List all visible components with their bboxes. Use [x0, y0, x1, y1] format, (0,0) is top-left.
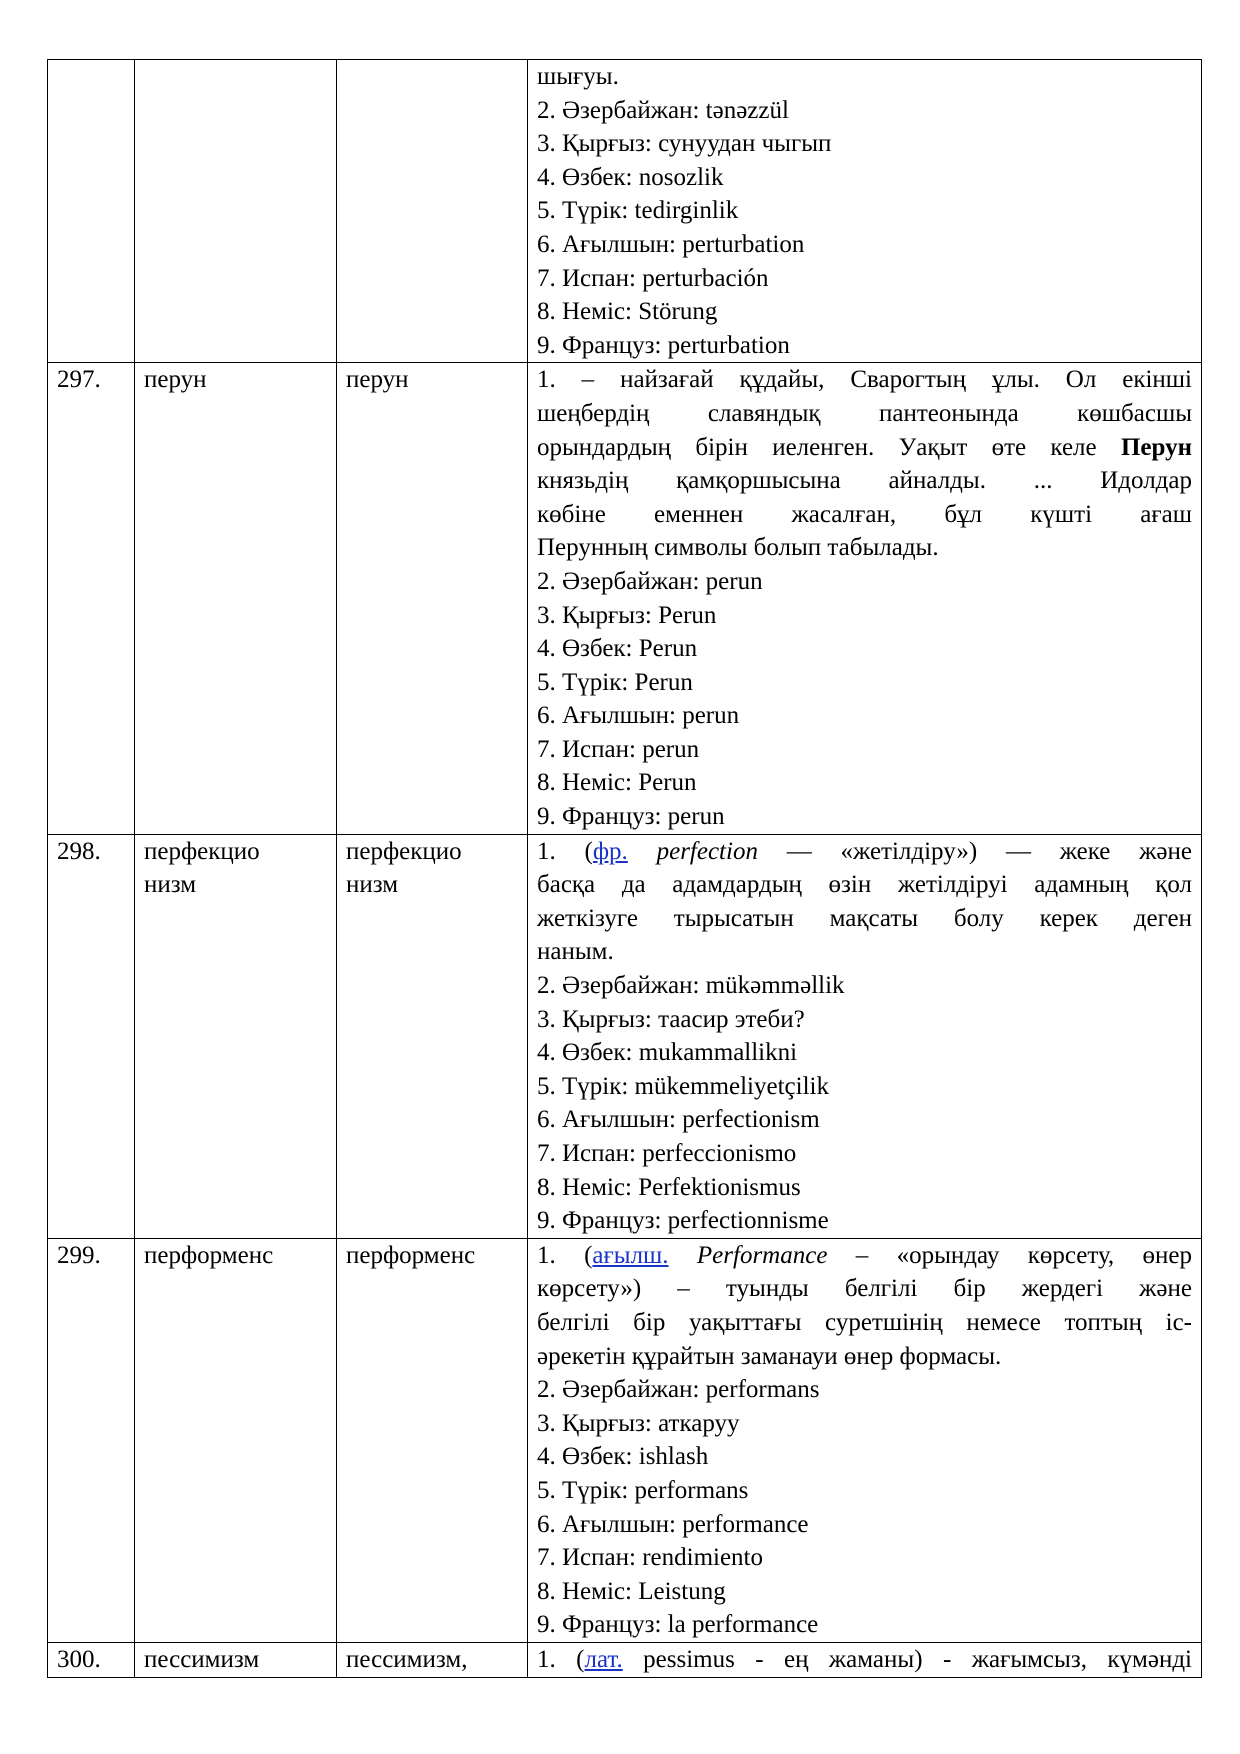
definition-text: – «орындау көрсету, өнер [827, 1241, 1193, 1269]
definition-line [537, 835, 1192, 869]
table-row [48, 363, 1202, 834]
translation-line: 7. Испан: perfeccionismo [537, 1140, 797, 1167]
definition-line: шеңбердің славяндық пантеонында көшбасшы [537, 399, 1192, 427]
term-translation-cell: перформенс [337, 1238, 528, 1642]
entry-number: 300. [48, 1642, 135, 1677]
term-cell [135, 834, 337, 1238]
definition-text [628, 838, 657, 865]
definition-line: басқа да адамдардың өзін жетілдіруі адамның қол [537, 871, 1192, 899]
translation-line: 9. Француз: perfectionnisme [537, 1207, 829, 1235]
italic-term: perfection [656, 837, 758, 865]
definition-text: орындардың бірін иеленген. Уақыт өте келе [537, 433, 1121, 461]
entry-number [48, 60, 135, 363]
definition-line: әрекетін құрайтын заманауи өнер формасы. [537, 1342, 1002, 1370]
translation-line: 6. Ағылшын: perfectionism [537, 1106, 820, 1134]
definition-cell [528, 363, 1202, 834]
translation-line: 3. Қырғыз: таасир этеби? [537, 1005, 805, 1033]
entry-number: 297. [48, 363, 135, 834]
translation-line: 2. Әзербайжан: tənəzzül [537, 96, 789, 124]
term-part: перфекцио [144, 837, 260, 865]
translation-line: 4. Өзбек: ishlash [537, 1443, 709, 1471]
translation-line: 7. Испан: perturbación [537, 264, 769, 292]
entry-number: 299. [48, 1238, 135, 1642]
term-cell [135, 60, 337, 363]
translation-line: 5. Түрік: tedirginlik [537, 197, 739, 225]
translation-line: 3. Қырғыз: аткаруу [537, 1409, 740, 1437]
translation-line: 9. Француз: la performance [537, 1611, 819, 1639]
definition-line [537, 431, 1192, 465]
definition-line: князьдің қамқоршысына айналды. ... Идолдар [537, 467, 1192, 495]
definition-line: 1. – найзағай құдайы, Сварогтың ұлы. Ол екінші [537, 366, 1192, 394]
translation-line: 4. Өзбек: Perun [537, 635, 698, 663]
definition-text: pessimus - ең жаманы) - жағымсыз, күмәнді [622, 1645, 1192, 1673]
term-translation-cell: перун [337, 363, 528, 834]
translation-line: 4. Өзбек: nosozlik [537, 163, 724, 191]
translation-line: 5. Түрік: mükemmeliyetçilik [537, 1072, 829, 1100]
term-translation-cell [337, 834, 528, 1238]
definition-text: 1. ( [537, 1645, 585, 1673]
definition-line: наным. [537, 938, 614, 966]
translation-line: 5. Түрік: performans [537, 1476, 749, 1504]
translation-line: 5. Түрік: Perun [537, 668, 693, 696]
translation-line: 8. Неміс: Perfektionismus [537, 1173, 801, 1201]
language-link[interactable]: ағылш. [592, 1241, 669, 1269]
definition-line [537, 1643, 1192, 1677]
translation-line: 6. Ағылшын: performance [537, 1510, 809, 1538]
translation-line: 2. Әзербайжан: performans [537, 1376, 820, 1404]
definition-line: белгілі бір уақыттағы суретшінің немесе топтың іс- [537, 1308, 1192, 1336]
translation-line: 8. Неміс: Störung [537, 298, 718, 326]
definition-line: Перунның символы болып табылады. [537, 534, 939, 562]
term-part: низм [346, 871, 399, 899]
definition-cell [528, 1238, 1202, 1642]
definition-cell [528, 1642, 1202, 1677]
definition-line: жеткізуге тырысатын мақсаты болу керек деген [537, 904, 1192, 932]
definition-line [537, 1239, 1192, 1273]
term-cell: пессимизм [135, 1642, 337, 1677]
definition-text: — «жетілдіру») — жеке және [757, 837, 1192, 865]
table-row [48, 1642, 1202, 1677]
term-part: низм [144, 871, 197, 899]
bold-term: Перун [1120, 433, 1192, 461]
translation-line: 4. Өзбек: mukammallikni [537, 1039, 798, 1067]
translation-line: 3. Қырғыз: сунуудан чыгып [537, 130, 832, 158]
translation-line: 3. Қырғыз: Perun [537, 601, 717, 629]
term-translation-cell: пессимизм, [337, 1642, 528, 1677]
definition-text: 1. ( [537, 1241, 593, 1269]
table-row [48, 60, 1202, 363]
term-part: перфекцио [346, 837, 462, 865]
definition-cell [528, 60, 1202, 363]
translation-line: 6. Ағылшын: perun [537, 702, 740, 730]
definition-line: шығуы. [537, 63, 619, 90]
translation-line: 6. Ағылшын: perturbation [537, 230, 805, 258]
table-row [48, 1238, 1202, 1642]
italic-term: Performance [696, 1241, 828, 1269]
definition-text: 1. ( [537, 837, 593, 865]
dictionary-table [47, 59, 1202, 1678]
language-link[interactable]: фр. [592, 837, 628, 865]
term-cell: перформенс [135, 1238, 337, 1642]
definition-line: көбіне еменнен жасалған, бұл күшті ағаш [537, 500, 1192, 528]
definition-text [669, 1242, 697, 1269]
entry-number: 298. [48, 834, 135, 1238]
translation-line: 2. Әзербайжан: perun [537, 567, 763, 595]
translation-line: 2. Әзербайжан: mükəmməllik [537, 972, 845, 1000]
language-link[interactable]: лат. [584, 1645, 623, 1673]
translation-line: 7. Испан: perun [537, 735, 700, 763]
translation-line: 9. Француз: perun [537, 803, 725, 831]
translation-line: 9. Француз: perturbation [537, 331, 790, 359]
translation-line: 8. Неміс: Leistung [537, 1577, 726, 1605]
term-translation-cell [337, 60, 528, 363]
definition-line: көрсету») – туынды белгілі бір жердегі және [537, 1275, 1192, 1303]
definition-cell [528, 834, 1202, 1238]
translation-line: 8. Неміс: Perun [537, 769, 697, 797]
term-cell: перун [135, 363, 337, 834]
translation-line: 7. Испан: rendimiento [537, 1544, 764, 1572]
table-row [48, 834, 1202, 1238]
